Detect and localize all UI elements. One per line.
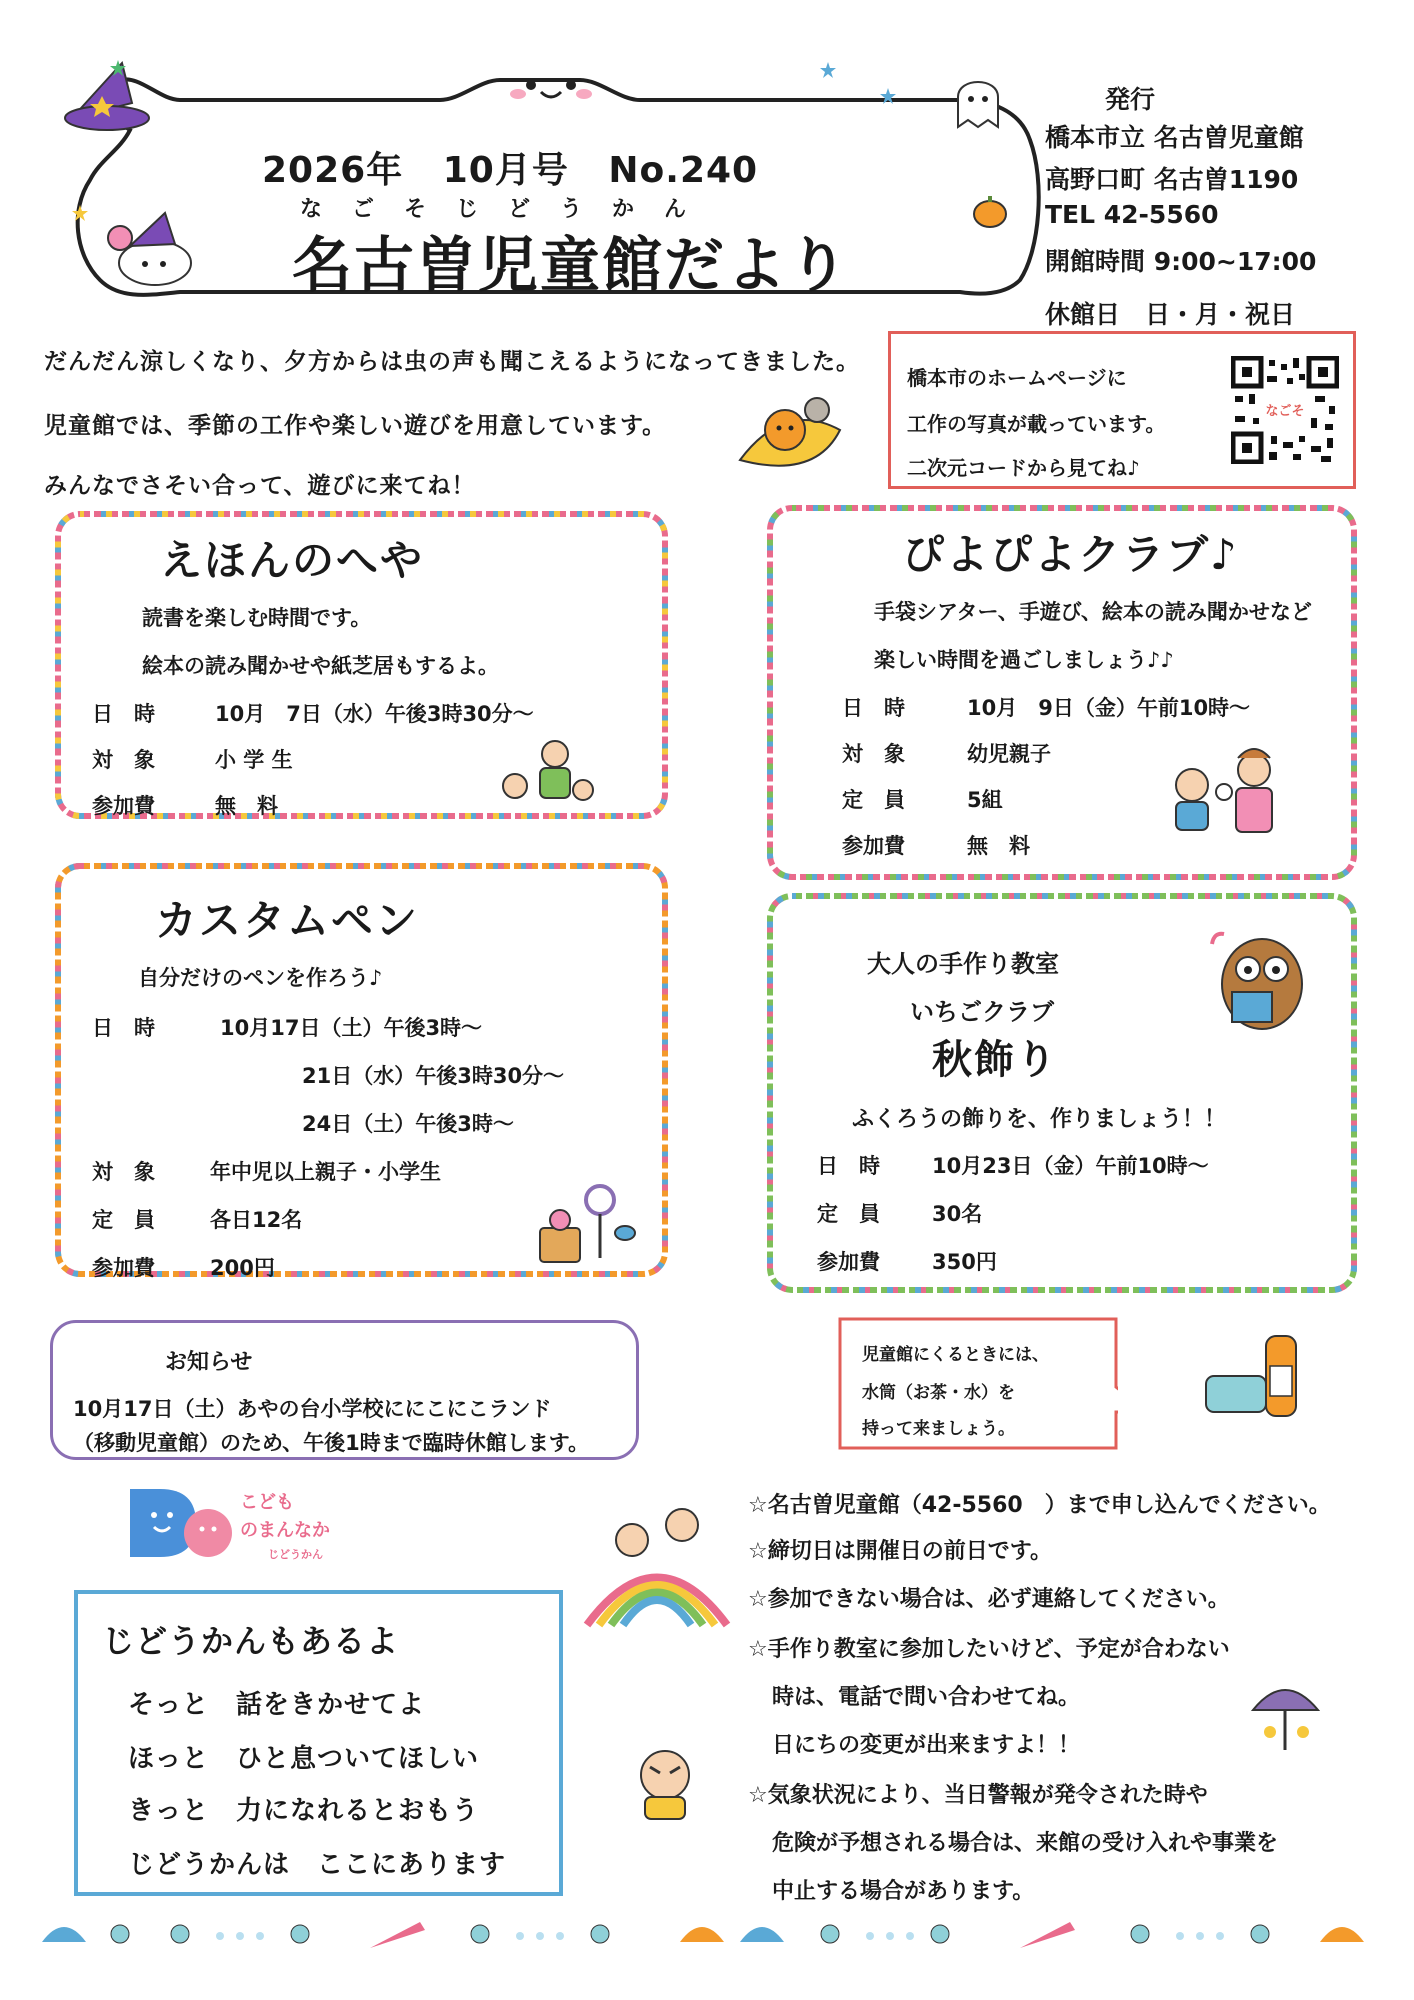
info-item-3: ☆参加できない場合は、必ず連絡してください。 (748, 1587, 1230, 1612)
pen-target-label: 対 象 (92, 1160, 155, 1184)
ehon-target-label: 対 象 (92, 748, 155, 772)
kodomo-logo-mark (126, 1485, 236, 1560)
reading-children-illustration (495, 734, 595, 814)
pen-date-value-3: 24日（土）午後3時～ (302, 1112, 514, 1136)
storm-kid-illustration (620, 1735, 710, 1825)
poem-title: じどうかんもあるよ (102, 1622, 400, 1660)
piyo-date-value: 10月 9日（金）午前10時～ (967, 696, 1251, 720)
homepage-line-3: 二次元コードから見てね♪ (907, 456, 1140, 480)
logo-line-3: じどうかん (268, 1548, 323, 1561)
star-icon (820, 62, 836, 78)
adult-capacity-value: 30名 (932, 1202, 983, 1226)
notice-title: お知らせ (165, 1350, 253, 1375)
star-icon (72, 205, 88, 221)
adult-title: 秋飾り (932, 1037, 1058, 1083)
logo-line-2: のまんなか (240, 1520, 330, 1541)
pen-capacity-label: 定 員 (92, 1208, 155, 1232)
ehon-date-value: 10月 7日（水）午後3時30分～ (215, 702, 534, 726)
pen-fee-label: 参加費 (92, 1256, 155, 1280)
pen-fee-value: 200円 (210, 1256, 275, 1280)
adult-heading: 大人の手作り教室 (867, 950, 1059, 978)
ehon-section (50, 506, 673, 824)
poem-line-4: じどうかんは ここにあります (128, 1850, 507, 1880)
adult-desc-1: ふくろうの飾りを、作りましょう！！ (852, 1107, 1227, 1132)
ehon-fee-value: 無 料 (215, 794, 278, 818)
qr-code[interactable] (1231, 356, 1339, 464)
publisher-address: 高野口町 名古曽1190 (1045, 165, 1299, 194)
piyo-fee-value: 無 料 (967, 834, 1030, 858)
piyo-section (762, 500, 1362, 885)
piyo-fee-label: 参加費 (842, 834, 905, 858)
ehon-desc-1: 読書を楽しむ時間です。 (142, 606, 372, 630)
callout-line-2: 水筒（お茶・水）を (862, 1383, 1015, 1403)
info-item-4c: 日にちの変更が出来ますよ！！ (772, 1733, 1081, 1758)
adult-fee-label: 参加費 (817, 1250, 880, 1274)
pen-date-value-2: 21日（水）午後3時30分～ (302, 1064, 565, 1088)
smile-face-icon (506, 70, 596, 110)
umbrella-illustration (1248, 1670, 1323, 1760)
rainbow-kids-illustration (582, 1500, 732, 1630)
pen-title: カスタムペン (155, 896, 420, 945)
adult-date-value: 10月23日（金）午前10時～ (932, 1154, 1209, 1178)
ghost-witch-icon (105, 208, 205, 288)
adult-club: いちごクラブ (910, 998, 1054, 1026)
publisher-hours: 開館時間 9:00~17:00 (1045, 247, 1317, 276)
owl-illustration (1202, 924, 1312, 1034)
homepage-line-2: 工作の写真が載っています。 (907, 412, 1166, 436)
callout-line-1: 児童館にくるときには、 (862, 1345, 1049, 1365)
info-item-4a: ☆手作り教室に参加したいけど、予定が合わない (748, 1637, 1230, 1662)
issue-number: No.240 (608, 150, 759, 191)
ehon-title: えほんのへや (160, 536, 425, 585)
piyo-target-value: 幼児親子 (967, 742, 1051, 766)
adult-capacity-label: 定 員 (817, 1202, 880, 1226)
adult-craft-section (762, 888, 1362, 1298)
star-icon (110, 60, 126, 76)
qr-label: なごそ (1265, 404, 1305, 419)
adult-date-label: 日 時 (817, 1154, 880, 1178)
candy-basket-illustration (530, 1178, 640, 1268)
info-item-5a: ☆気象状況により、当日警報が発令された時や (748, 1783, 1208, 1808)
star-icon (880, 88, 896, 104)
piyo-capacity-value: 5組 (967, 788, 1003, 812)
issue-year: 2026年 (262, 150, 404, 191)
homepage-line-1: 橋本市のホームページに (907, 366, 1127, 390)
pumpkin-icon (970, 190, 1010, 230)
pen-date-value-1: 10月17日（土）午後3時～ (220, 1016, 483, 1040)
ehon-date-label: 日 時 (92, 702, 155, 726)
piyo-date-label: 日 時 (842, 696, 905, 720)
callout-line-3: 持って来ましょう。 (862, 1419, 1015, 1439)
ghost-icon (948, 72, 1008, 132)
intro-line-3: みんなでさそい合って、遊びに来てね！ (44, 473, 476, 499)
info-item-4b: 時は、電話で問い合わせてね。 (772, 1685, 1081, 1710)
ehon-fee-label: 参加費 (92, 794, 155, 818)
publisher-closed: 休館日 日・月・祝日 (1045, 300, 1296, 329)
water-bottle-illustration (1196, 1326, 1316, 1426)
publisher-label: 発行 (1105, 85, 1156, 114)
poem-line-3: きっと 力になれるとおもう (128, 1796, 480, 1826)
info-item-5c: 中止する場合があります。 (772, 1879, 1035, 1904)
intro-line-1: だんだん涼しくなり、夕方からは虫の声も聞こえるようになってきました。 (44, 349, 860, 375)
pen-date-label: 日 時 (92, 1016, 155, 1040)
ehon-target-value: 小 学 生 (215, 748, 293, 772)
ehon-desc-2: 絵本の読み聞かせや紙芝居もするよ。 (142, 654, 499, 678)
info-item-1: ☆名古曽児童館（42-5560 ）まで申し込んでください。 (748, 1493, 1331, 1518)
puppet-play-illustration (1162, 740, 1282, 840)
piyo-title: ぴよぴよクラブ♪ (902, 530, 1239, 579)
issue-month: 10月号 (442, 150, 569, 191)
publisher-tel: TEL 42-5560 (1045, 200, 1219, 229)
notice-line-2: （移動児童館）のため、午後1時まで臨時休館します。 (73, 1431, 590, 1455)
pen-desc-1: 自分だけのペンを作ろう♪ (138, 966, 383, 990)
tiger-leaf-illustration (735, 390, 845, 480)
info-item-2: ☆締切日は開催日の前日です。 (748, 1539, 1052, 1564)
logo-line-1: こども (240, 1492, 294, 1513)
poem-box (74, 1590, 563, 1896)
info-item-5b: 危険が予想される場合は、来館の受け入れや事業を (772, 1831, 1279, 1856)
adult-fee-value: 350円 (932, 1250, 997, 1274)
poem-line-1: そっと 話をきかせてよ (128, 1690, 426, 1720)
piyo-desc-2: 楽しい時間を過ごしましょう♪♪ (874, 648, 1174, 672)
piyo-target-label: 対 象 (842, 742, 905, 766)
newsletter-title: 名古曽児童館だより (292, 231, 850, 301)
publisher-name: 橋本市立 名古曽児童館 (1045, 123, 1304, 152)
piyo-desc-1: 手袋シアター、手遊び、絵本の読み聞かせなど (874, 600, 1312, 624)
intro-line-2: 児童館では、季節の工作や楽しい遊びを用意しています。 (44, 413, 667, 439)
piyo-capacity-label: 定 員 (842, 788, 905, 812)
poem-line-2: ほっと ひと息ついてほしい (128, 1744, 480, 1774)
notice-box (50, 1320, 639, 1460)
pen-target-value: 年中児以上親子・小学生 (210, 1160, 441, 1184)
title-reading: なごそじどうかん (300, 197, 717, 222)
pen-capacity-value: 各日12名 (210, 1208, 303, 1232)
rain-umbrella-border (40, 1908, 1370, 1958)
pen-section (50, 858, 673, 1282)
homepage-note (888, 331, 1356, 489)
issue-line (262, 142, 784, 193)
notice-line-1: 10月17日（土）あやの台小学校ににこにこランド (73, 1397, 552, 1421)
